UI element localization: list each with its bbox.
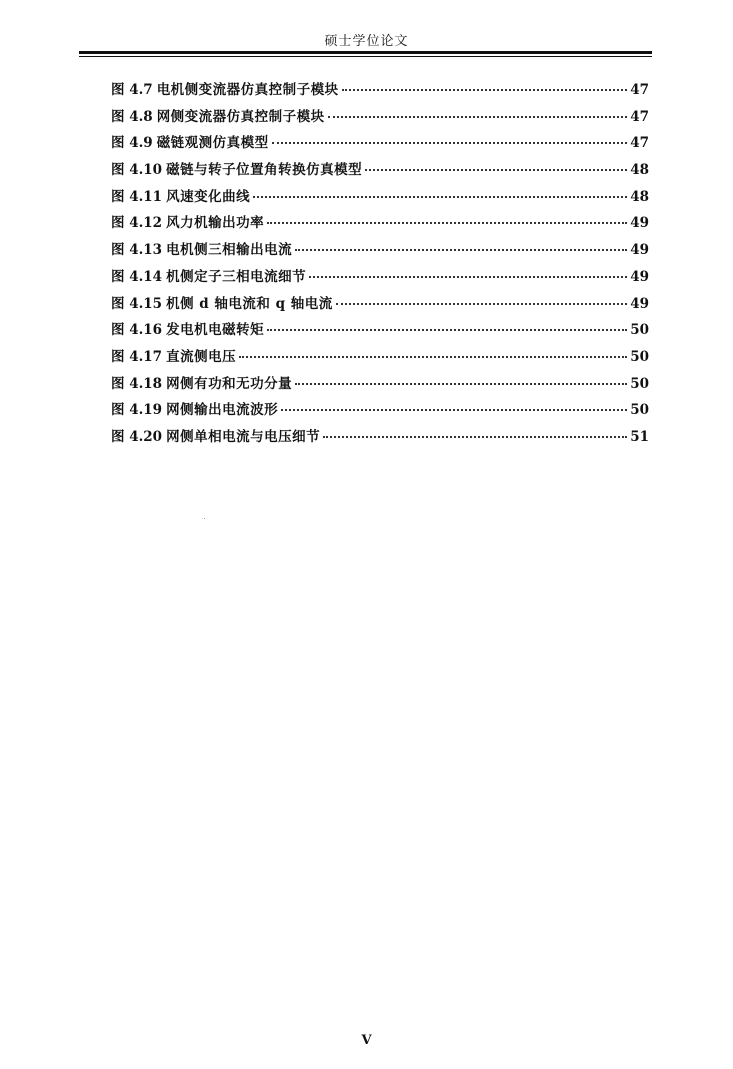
toc-entry[interactable] [111,318,649,345]
figure-title: 网侧输出电流波形 [166,402,279,419]
figure-label: 图 4.13 [111,242,163,259]
toc-entry[interactable] [111,78,649,105]
page-ref: 49 [630,268,649,285]
figure-title: 直流侧电压 [166,348,237,365]
figure-label: 图 4.20 [111,428,163,445]
page-ref: 50 [630,402,649,419]
page-number: V [361,1033,372,1048]
figure-title: 网侧有功和无功分量 [166,375,293,392]
running-header: 硕士学位论文 [324,34,409,49]
toc-entry[interactable] [111,158,649,185]
dot-leader [328,102,628,118]
figure-title: 发电机电磁转矩 [166,322,265,339]
page-ref: 50 [630,322,649,339]
toc-entry[interactable] [111,292,649,319]
toc-entry[interactable] [111,398,649,425]
scan-speck [204,518,205,519]
figure-title: 网侧单相电流与电压细节 [166,428,321,445]
toc-entry[interactable] [111,131,649,158]
toc-entry[interactable] [111,425,649,452]
dot-leader [281,395,627,411]
figure-title: 机侧 d 轴电流和 q 轴电流 [166,295,333,312]
dot-leader [323,422,627,438]
dot-leader [267,315,627,331]
page-ref: 50 [630,348,649,365]
figure-title: 风速变化曲线 [166,188,251,205]
page-ref: 48 [630,162,649,179]
dot-leader [365,155,627,171]
figure-title: 电机侧三相输出电流 [166,242,293,259]
page-ref: 49 [630,242,649,259]
page-ref: 49 [630,215,649,232]
list-of-figures [111,78,649,452]
dot-leader [239,342,627,358]
figure-title: 磁链观测仿真模型 [156,135,269,152]
figure-title: 磁链与转子位置角转换仿真模型 [166,162,363,179]
figure-label: 图 4.10 [111,162,163,179]
dot-leader [267,208,627,224]
page-ref: 51 [630,428,649,445]
figure-label: 图 4.18 [111,375,163,392]
figure-title: 电机侧变流器仿真控制子模块 [156,82,339,98]
header-rule-thick [79,51,652,54]
toc-entry[interactable] [111,211,649,238]
page-ref: 49 [630,295,649,312]
dot-leader [272,128,628,144]
dot-leader [309,262,627,278]
figure-title: 机侧定子三相电流细节 [166,268,307,285]
toc-entry[interactable] [111,105,649,132]
dot-leader [342,75,628,91]
figure-label: 图 4.7 [111,82,153,98]
figure-title: 网侧变流器仿真控制子模块 [156,108,325,125]
page-ref: 47 [630,82,649,98]
figure-label: 图 4.11 [111,188,163,205]
page-ref: 47 [630,108,649,125]
figure-label: 图 4.8 [111,108,153,125]
figure-label: 图 4.19 [111,402,163,419]
figure-label: 图 4.16 [111,322,163,339]
toc-entry[interactable] [111,238,649,265]
dot-leader [253,182,627,198]
page-ref: 48 [630,188,649,205]
dot-leader [295,235,627,251]
toc-entry[interactable] [111,185,649,212]
toc-entry[interactable] [111,345,649,372]
figure-label: 图 4.17 [111,348,163,365]
figure-label: 图 4.12 [111,215,163,232]
toc-entry[interactable] [111,372,649,399]
dot-leader [336,289,627,305]
header-rule-thin [79,56,652,57]
toc-entry[interactable] [111,265,649,292]
figure-label: 图 4.15 [111,295,163,312]
dot-leader [295,369,627,385]
figure-label: 图 4.14 [111,268,163,285]
page-ref: 50 [630,375,649,392]
figure-title: 风力机输出功率 [166,215,265,232]
figure-label: 图 4.9 [111,135,153,152]
page-ref: 47 [630,135,649,152]
